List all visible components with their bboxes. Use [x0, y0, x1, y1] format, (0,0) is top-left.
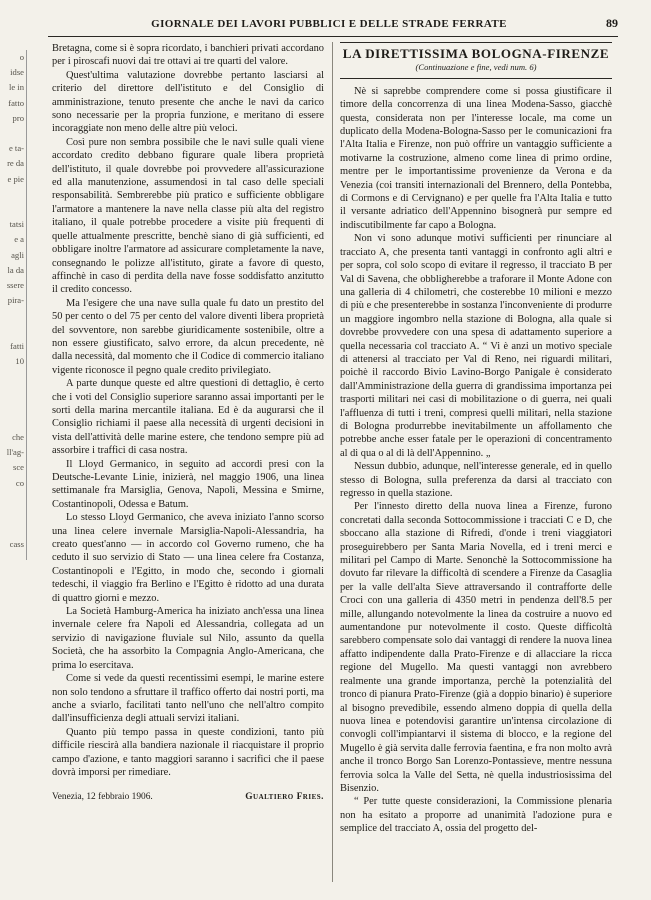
- margin-fragment: la da: [7, 264, 24, 275]
- place-date: Venezia, 12 febbraio 1906.: [52, 792, 153, 803]
- margin-fragment: e ta-: [8, 143, 24, 154]
- margin-fragment: [0, 400, 26, 415]
- right-column: [340, 42, 612, 836]
- paragraph: La Società Hamburg-America ha iniziato anch'essa una linea invernale celere fra Napoli ed Alessandria, collegata ad un servizio di navigazione fluviale sul Nilo, assunto da quella Società, che ha assorbito la Compagnia Anglo-Americana, che prima lo esercitava.: [52, 606, 324, 671]
- margin-fragment: agli: [11, 249, 24, 260]
- margin-fragment: [0, 369, 26, 384]
- paragraph: Non vi sono adunque motivi sufficienti per rinunciare al tracciato A, che presenta tanti vantaggi in confronto agli altri e per sopra, col solo scopo di evitare il regresso, il tracciato B per Val di Savena, che obbligherebbe a traforare il Monte Adone con una galleria di 4 chilometri, che costerebbe 10 milioni e mezzo di più e che presenterebbe in sostanza l'inconveniente di produrre un maggiore ingombro nella stazione di Bologna, alla quale si dovrebbe provvedere con una spesa di adattamento superiore a quella necessaria col tracciato A. “ Vi è anzi un motivo speciale di attenersi al tracciato per Val di Reno, nei riguardi militari, poichè il raccordo Bivio Lavino-Borgo Panigale è considerato dall'Amministrazione della guerra di grandissima importanza pei trasporti militari nei casi di mobilitazione o di guerra, nei quali l'affluenza di tutti i treni, compresi quelli militari, nella stazione di Bologna produrrebbe inevitabilmente un affollamento che potrebbe anche esser fatale per le operazioni di concentramento al di qua o al di là dell'Appennino. „: [340, 233, 612, 459]
- margin-fragment: pira-: [7, 295, 24, 306]
- margin-fragment: [0, 415, 26, 430]
- margin-fragment: [0, 506, 26, 521]
- paragraph: Nè si saprebbe comprendere come si possa giustificare il timore della concorrenza di una linea Modena-Sasso, giacchè questa, considerata non per l'interesse locale, ma come un duplicato della Modena-Bologna-Sasso per le comunicazioni fra l'Alta Italia e Firenze, non può offrire un vantaggio sufficiente a motivarne la costruzione, almeno come linea di primo ordine, mentre per le importantissime provenienze da Verona e da Venezia (coi transiti internazionali del Brennero, della Pontebba, di Cormons e di Cervignano) e per quelle fra l'Alta Italia e tutto il versante adriatico dell'Appennino bisognerà pur sempre ed indiscutibilmente far capo a Bologna.: [340, 85, 612, 231]
- margin-fragment: idse: [10, 67, 24, 78]
- article-subtitle: (Continuazione e fine, vedi num. 6): [415, 62, 537, 73]
- margin-fragment: ll'ag-: [6, 447, 24, 458]
- margin-fragment: co: [15, 477, 24, 488]
- margin-fragment: le in: [8, 82, 24, 93]
- margin-fragment: [0, 491, 26, 506]
- margin-fragment: 10: [15, 356, 24, 367]
- paragraph: Quanto più tempo passa in queste condizioni, tanto più difficile riescirà alla bandiera nazionale il riacquistare il proprio campo d'azione, e tanto maggiori saranno i sacrifici che il paese dovrà imporsi per rimediare.: [52, 726, 324, 778]
- paragraph: Il Lloyd Germanico, in seguito ad accordi presi con la Deutsche-Levante Linie, inizierà, nel maggio 1906, una linea settimanale fra Marsiglia, Genova, Napoli, Messina e Smirne, Costantinopoli, Odessa e Batum.: [52, 458, 324, 510]
- paragraph: Nessun dubbio, adunque, nell'interesse generale, ed in quello stesso di Bologna, sulla preferenza da darsi al tracciato con regresso in quella stazione.: [340, 461, 612, 499]
- margin-fragment: [0, 324, 26, 339]
- paragraph: Bretagna, come si è sopra ricordato, i banchieri privati accordano per i piroscafi nuovi dai tre ottavi ai tre quarti del valore.: [52, 43, 324, 68]
- margin-fragment: cass: [9, 538, 24, 549]
- margin-fragment: e a: [14, 234, 24, 245]
- margin-fragment: [0, 384, 26, 399]
- previous-page-edge: [0, 50, 27, 560]
- margin-fragment: [0, 521, 26, 536]
- paragraph: Ma l'esigere che una nave sulla quale fu dato un prestito del 50 per cento o del 75 per cento del valore diventi libera proprietà del sovventore, non sarebbe giuridicamente sostenibile, oltre a non essere giustificato, salvo errore, da alcun precedente, nè dalla necessità, dal momento che il Codice di commercio italiano vigente riconosce il pegno quale credito privilegiato.: [52, 297, 324, 376]
- margin-fragment: ssere: [6, 280, 24, 291]
- author-name: Gualtiero Fries.: [245, 792, 324, 803]
- margin-fragment: e pie: [7, 173, 24, 184]
- margin-fragment: fatto: [8, 97, 24, 108]
- margin-fragment: [0, 202, 26, 217]
- article-heading: [340, 42, 612, 79]
- margin-fragment: tatsi: [9, 219, 24, 230]
- margin-fragment: fatti: [10, 340, 24, 351]
- page-number: 89: [606, 16, 618, 30]
- page-header: [48, 12, 618, 37]
- article-signature: [52, 791, 324, 804]
- paragraph: Così pure non sembra possibile che le navi sulle quali viene accordato credito debbano figurare quale libera proprietà dell'istituto, il quale dovrebbe poi provvedere all'assicurazione ed alla manutenzione, assumendosi in tal caso delle speciali responsabilità. Sembrerebbe più pratico e sufficiente obbligare l'armatore a mantenere la nave nella classe più alta del registro italiano, il quale potrebbe procedere a visite più frequenti di quelle attualmente prescritte, benchè siano di già sufficienti, ed obbligare inoltre l'armatore ad assicurare completamente la nave, consegnando le polizze all'istituto, girate a favore di questo, affinchè in caso di perdita della nave fosse soddisfatto anzitutto il credito concesso.: [52, 136, 324, 296]
- margin-fragment: sce: [13, 462, 24, 473]
- margin-fragment: re da: [7, 158, 24, 169]
- margin-fragment: [0, 308, 26, 323]
- article-title: LA DIRETTISSIMA BOLOGNA-FIRENZE: [342, 46, 610, 61]
- margin-fragment: [0, 126, 26, 141]
- paragraph: A parte dunque queste ed altre questioni di dettaglio, è certo che i voti del Consiglio superiore saranno assai importanti per le sorti della marina mercantile italiana. Ed è da augurarsi che il Consiglio richiami il paese alla necessità di urgenti decisioni in vista dell'attività delle marine estere, che tendono sempre più ad assorbire i traffici di casa nostra.: [52, 378, 324, 457]
- paragraph: Quest'ultima valutazione dovrebbe pertanto lasciarsi al criterio del direttore dell'istituto e del Consiglio di amministrazione, tenuto presente che anche le navi da carico sono necessarie per la propria funzione, e meritano di essere incoraggiate non meno delle altre più veloci.: [52, 69, 324, 135]
- paragraph: “ Per tutte queste considerazioni, la Commissione plenaria non ha esitato a proporre ad unanimità l'adozione pura e semplice del tracciato A, ossia del progetto del-: [340, 796, 612, 835]
- journal-title: GIORNALE DEI LAVORI PUBBLICI E DELLE STRADE FERRATE: [151, 18, 507, 30]
- left-column: [52, 42, 324, 805]
- margin-fragment: che: [12, 432, 24, 443]
- margin-fragment: [0, 187, 26, 202]
- margin-fragment: pro: [12, 112, 24, 123]
- paragraph: Come si vede da questi recentissimi esempi, le marine estere non solo tendono a sfruttare il traffico offerto dai nostri porti, ma anche a sviarlo, facilitati tanto nell'uno che nell'altro compito dall'insufficienza degli attuali servizi italiani.: [52, 673, 324, 725]
- paragraph: Lo stesso Lloyd Germanico, che aveva iniziato l'anno scorso una linea celere invernale Marsiglia-Napoli-Alessandria, ha creato quest'anno — in accordo col Governo rumeno, che ha ceduto il suo servizio di Stato — una linea celere fra Costanza, Costantinopoli e l'Egitto, in modo che, secondo i giornali tedeschi, il viaggio fra Berlino e l'Egitto è ridotto ad una durata di quattro giorni e mezzo.: [52, 512, 324, 604]
- paragraph: Per l'innesto diretto della nuova linea a Firenze, furono concretati dalla seconda Sottocommissione i tracciati C e D, che sboccano alla stazione di Rifredi, d'onde i treni viaggiatori proseguirebbero per Santa Maria Novella, ed i treni merci e militari pel Campo di Marte. Senonchè la Sottocommissione ha dovuto far rilevare la difficoltà di scendere a Firenze da Casaglia per la valle dell'alta Sieve attraversando il contrafforte delle Croci con una galleria di 4350 metri in pendenza dell'8.5 per mille, allungando notevolmente la linea da costruire a nuovo ed aumentandone pur notevolmente il costo. Queste difficoltà sarebbero compensate solo dai vantaggi di rendere la nuova linea affatto indipendente dalla Prato-Firenze e di allacciare la ricca regione del Mugello. Ma questi vantaggi non avrebbero realmente una grande importanza, perchè la potenzialità del tronco di pianura Prato-Firenze (già a doppio binario) è superiore al bisogno prevedibile, essendo almeno doppia di quella della nuova linea e potendovisi garantire un'intensa circolazione di convogli coll'impiantarvi il sistema di blocco, e la regione del Mugello è già servita dalle ferrovia faentina, e fra non molto avrà anche il tronco Borgo San Lorenzo-Pontassieve, mentre nessuna ferrovia solca la Valle del Setta, nè quella industriosissima del Bisenzio.: [340, 501, 612, 794]
- margin-fragment: o: [19, 52, 24, 62]
- column-divider: [332, 42, 333, 882]
